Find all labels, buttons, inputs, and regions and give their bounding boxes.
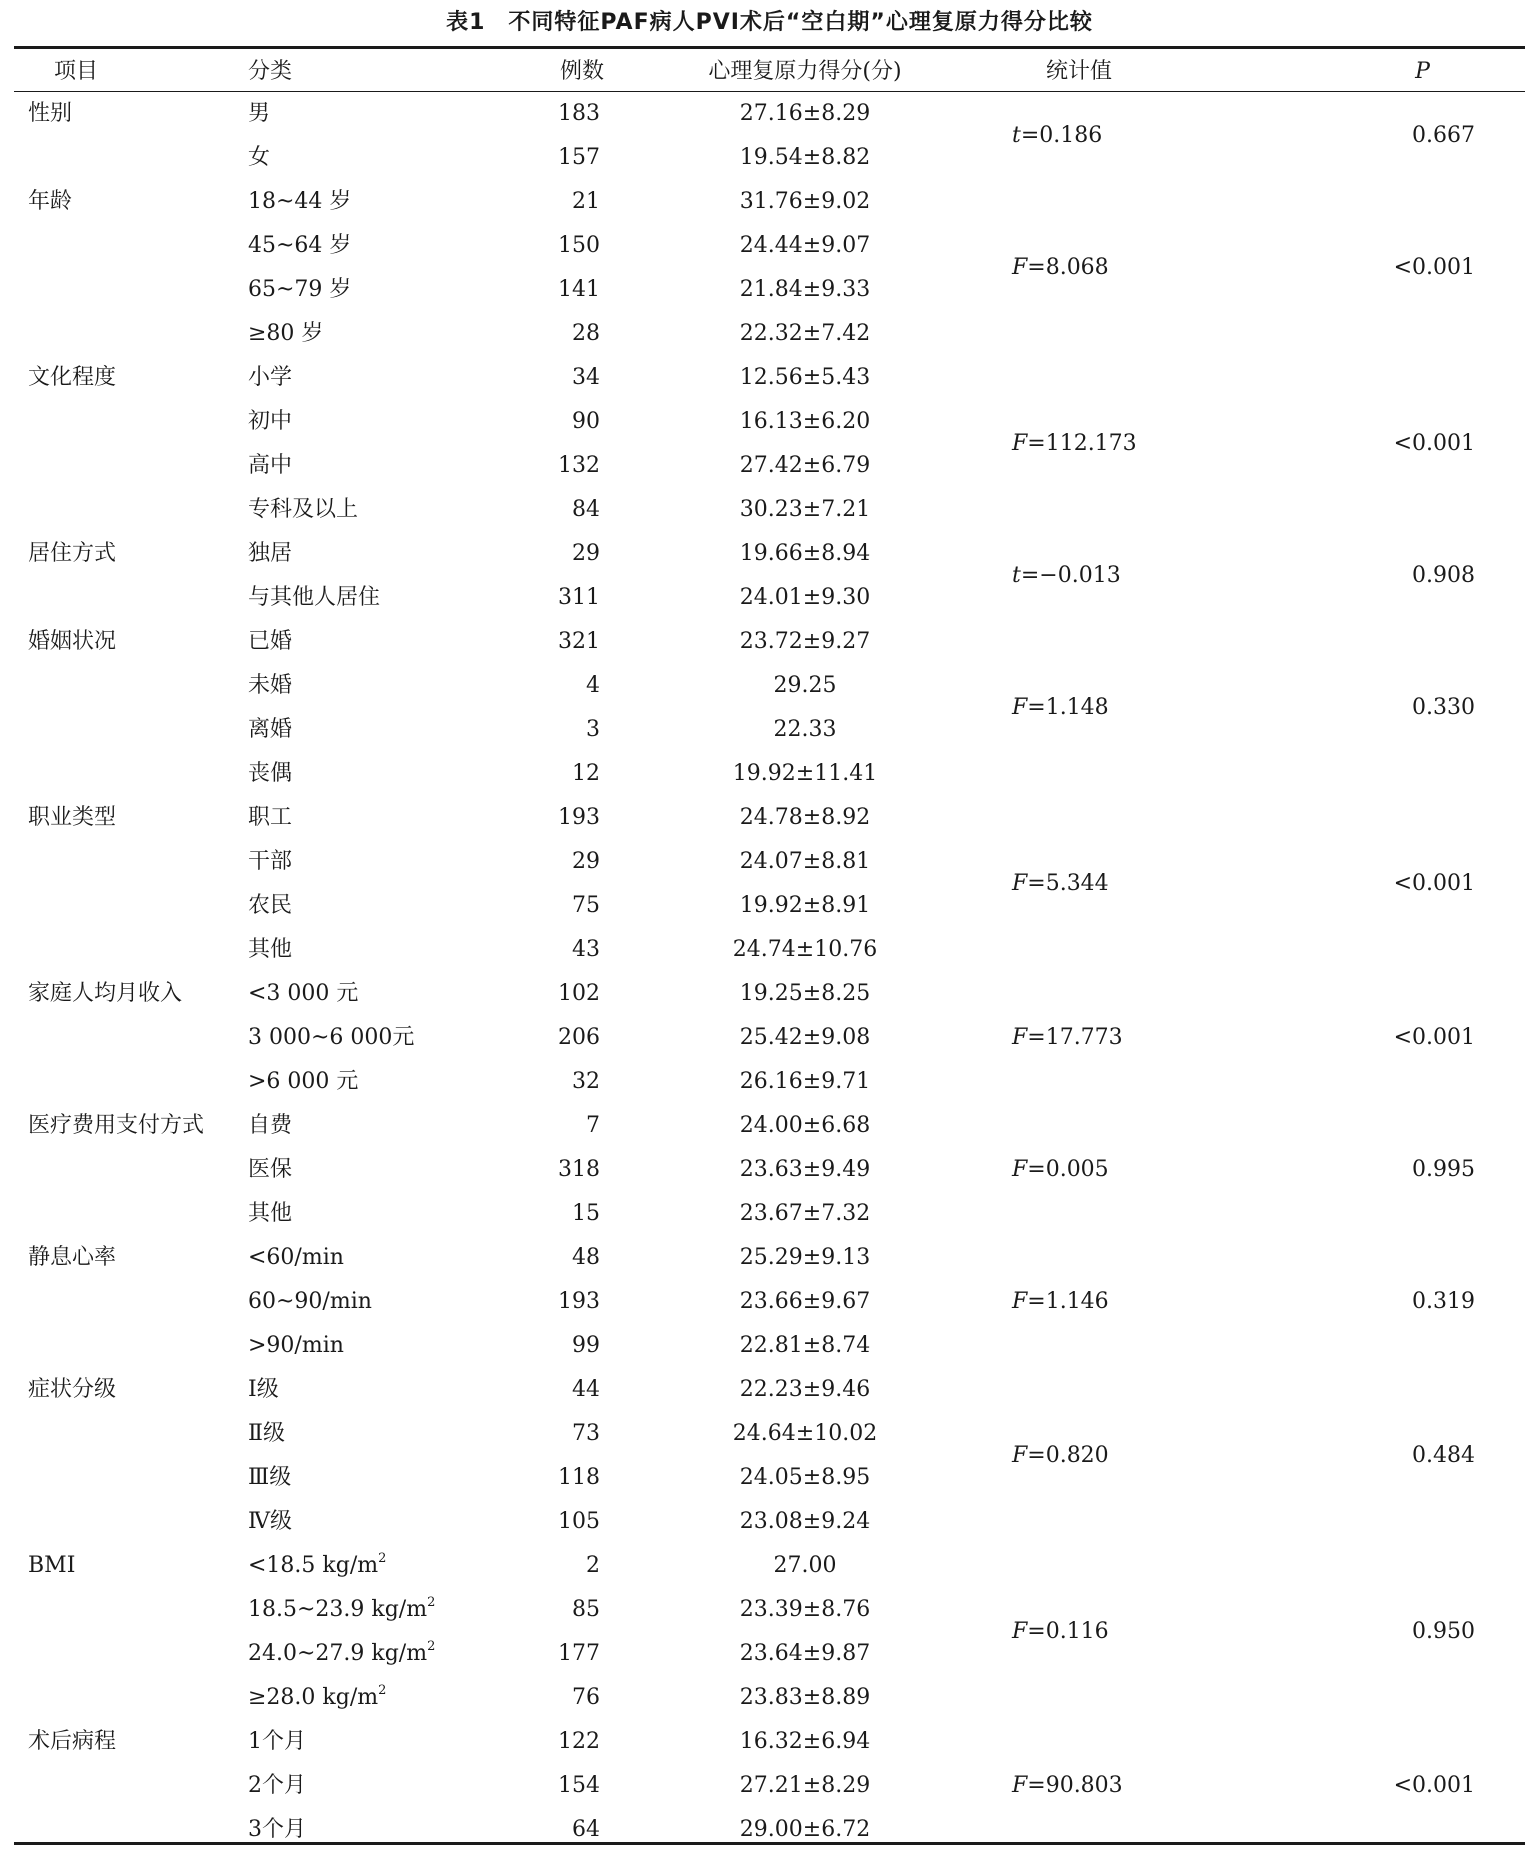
table-row (14, 1544, 1525, 1588)
score-cell: 23.39±8.76 (739, 1597, 871, 1622)
score-cell: 24.01±9.30 (739, 585, 871, 610)
statistic-cell: F=0.116 (1012, 1619, 1109, 1644)
statistic-cell: F=0.820 (1012, 1443, 1109, 1468)
score-cell: 19.54±8.82 (739, 145, 871, 170)
statistic-cell: F=5.344 (1012, 871, 1109, 896)
table-row (14, 180, 1525, 224)
count-cell: 43 (572, 937, 600, 962)
count-cell: 150 (558, 233, 600, 258)
score-cell: 19.92±8.91 (739, 893, 871, 918)
score-cell: 23.83±8.89 (739, 1685, 871, 1710)
category-cell: 男 (248, 101, 271, 126)
data-table (14, 52, 1525, 1852)
score-cell: 27.16±8.29 (739, 101, 871, 126)
table-row (14, 1104, 1525, 1148)
category-cell: Ⅲ级 (248, 1465, 292, 1490)
score-cell: 22.81±8.74 (739, 1333, 871, 1358)
category-cell: 3 000~6 000元 (248, 1025, 415, 1050)
category-cell: <3 000 元 (248, 981, 359, 1006)
count-cell: 29 (572, 541, 600, 566)
item-cell-empty (14, 708, 246, 752)
table-row (14, 1720, 1525, 1764)
item-cell-empty (14, 928, 246, 972)
category-cell: 女 (248, 145, 271, 170)
category-cell: 独居 (248, 541, 293, 566)
category-cell: ≥28.0 $kg/m^2$ (248, 1683, 387, 1710)
category-cell: 专科及以上 (248, 497, 359, 522)
category-cell: 18~44 岁 (248, 189, 352, 214)
category-cell: Ⅳ级 (248, 1509, 292, 1534)
table-row (14, 92, 1525, 136)
score-cell: 23.64±9.87 (739, 1641, 871, 1666)
count-cell: 154 (558, 1773, 600, 1798)
score-cell: 27.00 (773, 1553, 837, 1578)
statistic-cell: F=1.146 (1012, 1289, 1109, 1314)
header-p-value: P (1415, 59, 1430, 84)
item-cell-empty (14, 1148, 246, 1192)
item-cell-empty (14, 1324, 246, 1368)
score-cell: 27.21±8.29 (739, 1773, 871, 1798)
category-cell: 初中 (248, 409, 293, 434)
count-cell: 102 (558, 981, 600, 1006)
p-value-cell: 0.330 (1412, 695, 1475, 720)
score-cell: 24.05±8.95 (739, 1465, 871, 1490)
category-cell: 60~90/min (248, 1289, 372, 1314)
score-cell: 24.07±8.81 (739, 849, 871, 874)
category-cell: 丧偶 (248, 761, 293, 786)
count-cell: 177 (558, 1641, 600, 1666)
category-cell: 已婚 (248, 629, 293, 654)
item-cell-empty (14, 884, 246, 928)
category-cell: 其他 (248, 1201, 293, 1226)
category-cell: 45~64 岁 (248, 233, 352, 258)
item-cell-empty (14, 1456, 246, 1500)
category-cell: 24.0~27.9 $kg/m^2$ (248, 1639, 436, 1666)
item-cell: 医疗费用支付方式 (28, 1113, 205, 1138)
item-cell-empty (14, 400, 246, 444)
count-cell: 157 (558, 145, 600, 170)
item-cell-empty (14, 136, 246, 180)
score-cell: 24.64±10.02 (732, 1421, 878, 1446)
item-cell-empty (14, 1808, 246, 1852)
p-value-cell: 0.484 (1412, 1443, 1475, 1468)
statistic-cell: F=90.803 (1012, 1773, 1123, 1798)
count-cell: 28 (572, 321, 600, 346)
p-value-cell: <0.001 (1393, 431, 1475, 456)
header-row (14, 52, 1525, 92)
count-cell: 122 (558, 1729, 600, 1754)
score-cell: 19.92±11.41 (732, 761, 878, 786)
p-value-cell: <0.001 (1393, 255, 1475, 280)
score-cell: 16.32±6.94 (739, 1729, 871, 1754)
category-cell: 小学 (248, 365, 293, 390)
count-cell: 34 (572, 365, 600, 390)
item-cell-empty (14, 444, 246, 488)
category-cell: 18.5~23.9 $kg/m^2$ (248, 1595, 436, 1622)
item-cell: 术后病程 (28, 1729, 117, 1754)
header-statistic: 统计值 (1046, 59, 1113, 84)
statistic-cell: F=17.773 (1012, 1025, 1123, 1050)
item-cell: 婚姻状况 (28, 629, 117, 654)
item-cell-empty (14, 312, 246, 356)
item-cell-empty (14, 488, 246, 532)
table-row (14, 620, 1525, 664)
item-cell-empty (14, 1412, 246, 1456)
score-cell: 27.42±6.79 (739, 453, 871, 478)
table-body (14, 92, 1525, 1852)
score-cell: 24.74±10.76 (732, 937, 878, 962)
p-value-cell: 0.667 (1412, 123, 1475, 148)
item-cell-empty (14, 1060, 246, 1104)
table-title: 表1 不同特征PAF病人PVI术后“空白期”心理复原力得分比较 (446, 10, 1093, 35)
score-cell: 24.78±8.92 (739, 805, 871, 830)
table-row (14, 356, 1525, 400)
item-cell-empty (14, 1764, 246, 1808)
count-cell: 4 (586, 673, 600, 698)
score-cell: 23.08±9.24 (739, 1509, 871, 1534)
item-cell: 职业类型 (28, 805, 117, 830)
statistic-cell: F=8.068 (1012, 255, 1109, 280)
score-cell: 24.00±6.68 (739, 1113, 871, 1138)
item-cell: BMI (28, 1553, 76, 1578)
count-cell: 32 (572, 1069, 600, 1094)
count-cell: 118 (558, 1465, 600, 1490)
statistic-cell: F=0.005 (1012, 1157, 1109, 1182)
table-row (14, 1236, 1525, 1280)
category-cell: 医保 (248, 1157, 293, 1182)
score-cell: 22.33 (773, 717, 837, 742)
item-cell: 年龄 (28, 189, 73, 214)
table-row (14, 796, 1525, 840)
top-rule (14, 46, 1525, 49)
count-cell: 85 (572, 1597, 600, 1622)
item-cell: 家庭人均月收入 (28, 981, 183, 1006)
count-cell: 7 (586, 1113, 600, 1138)
p-value-cell: 0.908 (1412, 563, 1475, 588)
count-cell: 73 (572, 1421, 600, 1446)
count-cell: 29 (572, 849, 600, 874)
statistic-cell: F=112.173 (1012, 431, 1137, 456)
table-row (14, 1368, 1525, 1412)
count-cell: 206 (558, 1025, 600, 1050)
count-cell: 44 (572, 1377, 600, 1402)
item-cell-empty (14, 752, 246, 796)
item-cell-empty (14, 1676, 246, 1720)
item-cell: 静息心率 (28, 1245, 117, 1270)
count-cell: 193 (558, 1289, 600, 1314)
count-cell: 64 (572, 1817, 600, 1842)
category-cell: Ⅰ级 (248, 1377, 279, 1402)
score-cell: 26.16±9.71 (739, 1069, 871, 1094)
count-cell: 12 (572, 761, 600, 786)
score-cell: 23.66±9.67 (739, 1289, 871, 1314)
item-cell-empty (14, 1632, 246, 1676)
count-cell: 99 (572, 1333, 600, 1358)
count-cell: 21 (572, 189, 600, 214)
header-count: 例数 (559, 59, 604, 84)
score-cell: 21.84±9.33 (739, 277, 871, 302)
category-cell: 高中 (248, 453, 293, 478)
score-cell: 19.25±8.25 (739, 981, 871, 1006)
category-cell: <18.5 $kg/m^2$ (248, 1551, 387, 1578)
item-cell: 文化程度 (28, 365, 117, 390)
score-cell: 24.44±9.07 (739, 233, 871, 258)
p-value-cell: 0.319 (1412, 1289, 1475, 1314)
score-cell: 12.56±5.43 (739, 365, 871, 390)
score-cell: 19.66±8.94 (739, 541, 871, 566)
count-cell: 132 (558, 453, 600, 478)
category-cell: Ⅱ级 (248, 1421, 285, 1446)
score-cell: 31.76±9.02 (739, 189, 871, 214)
score-cell: 23.63±9.49 (739, 1157, 871, 1182)
count-cell: 141 (558, 277, 600, 302)
category-cell: 职工 (248, 805, 293, 830)
superscript: 2 (378, 1683, 387, 1698)
statistic-cell: t=−0.013 (1012, 563, 1121, 588)
category-cell: <60/min (248, 1245, 344, 1270)
p-value-cell: 0.995 (1412, 1157, 1475, 1182)
score-cell: 22.32±7.42 (739, 321, 871, 346)
category-cell: >90/min (248, 1333, 344, 1358)
p-value-cell: 0.950 (1412, 1619, 1475, 1644)
header-category: 分类 (248, 59, 293, 84)
p-value-cell: <0.001 (1393, 1025, 1475, 1050)
category-cell: 其他 (248, 937, 293, 962)
item-cell-empty (14, 224, 246, 268)
count-cell: 15 (572, 1201, 600, 1226)
superscript: 2 (427, 1639, 436, 1654)
item-cell-empty (14, 1280, 246, 1324)
item-cell: 性别 (28, 101, 73, 126)
category-cell: 干部 (248, 849, 293, 874)
count-cell: 311 (558, 585, 600, 610)
count-cell: 3 (586, 717, 600, 742)
score-cell: 23.72±9.27 (739, 629, 871, 654)
table-row (14, 972, 1525, 1016)
count-cell: 90 (572, 409, 600, 434)
item-cell-empty (14, 1500, 246, 1544)
count-cell: 183 (558, 101, 600, 126)
score-cell: 16.13±6.20 (739, 409, 871, 434)
count-cell: 318 (558, 1157, 600, 1182)
item-cell-empty (14, 268, 246, 312)
category-cell: 自费 (248, 1113, 293, 1138)
count-cell: 2 (586, 1553, 600, 1578)
count-cell: 48 (572, 1245, 600, 1270)
score-cell: 25.42±9.08 (739, 1025, 871, 1050)
score-cell: 23.67±7.32 (739, 1201, 871, 1226)
count-cell: 321 (558, 629, 600, 654)
score-cell: 25.29±9.13 (739, 1245, 871, 1270)
p-value-cell: <0.001 (1393, 871, 1475, 896)
item-cell-empty (14, 576, 246, 620)
item-cell: 居住方式 (28, 541, 117, 566)
statistic-cell: F=1.148 (1012, 695, 1109, 720)
item-cell-empty (14, 1192, 246, 1236)
category-cell: 农民 (248, 893, 293, 918)
category-cell: 与其他人居住 (248, 585, 381, 610)
superscript: 2 (427, 1595, 436, 1610)
count-cell: 76 (572, 1685, 600, 1710)
table-row (14, 532, 1525, 576)
category-cell: ≥80 岁 (248, 321, 324, 346)
p-value-cell: <0.001 (1393, 1773, 1475, 1798)
count-cell: 84 (572, 497, 600, 522)
count-cell: 193 (558, 805, 600, 830)
category-cell: 1个月 (248, 1729, 306, 1754)
score-cell: 29.00±6.72 (739, 1817, 871, 1842)
category-cell: 65~79 岁 (248, 277, 352, 302)
item-cell: 症状分级 (28, 1377, 117, 1402)
category-cell: 3个月 (248, 1817, 306, 1842)
score-cell: 22.23±9.46 (739, 1377, 871, 1402)
header-item: 项目 (54, 59, 99, 84)
item-cell-empty (14, 1016, 246, 1060)
score-cell: 29.25 (773, 673, 837, 698)
item-cell-empty (14, 1588, 246, 1632)
category-cell: 离婚 (248, 717, 293, 742)
header-score: 心理复原力得分(分) (708, 59, 902, 84)
item-cell-empty (14, 840, 246, 884)
category-cell: 2个月 (248, 1773, 306, 1798)
item-cell-empty (14, 664, 246, 708)
category-cell: >6 000 元 (248, 1069, 359, 1094)
statistic-cell: t=0.186 (1012, 123, 1103, 148)
category-cell: 未婚 (248, 673, 293, 698)
score-cell: 30.23±7.21 (739, 497, 871, 522)
count-cell: 75 (572, 893, 600, 918)
count-cell: 105 (558, 1509, 600, 1534)
superscript: 2 (378, 1551, 387, 1566)
